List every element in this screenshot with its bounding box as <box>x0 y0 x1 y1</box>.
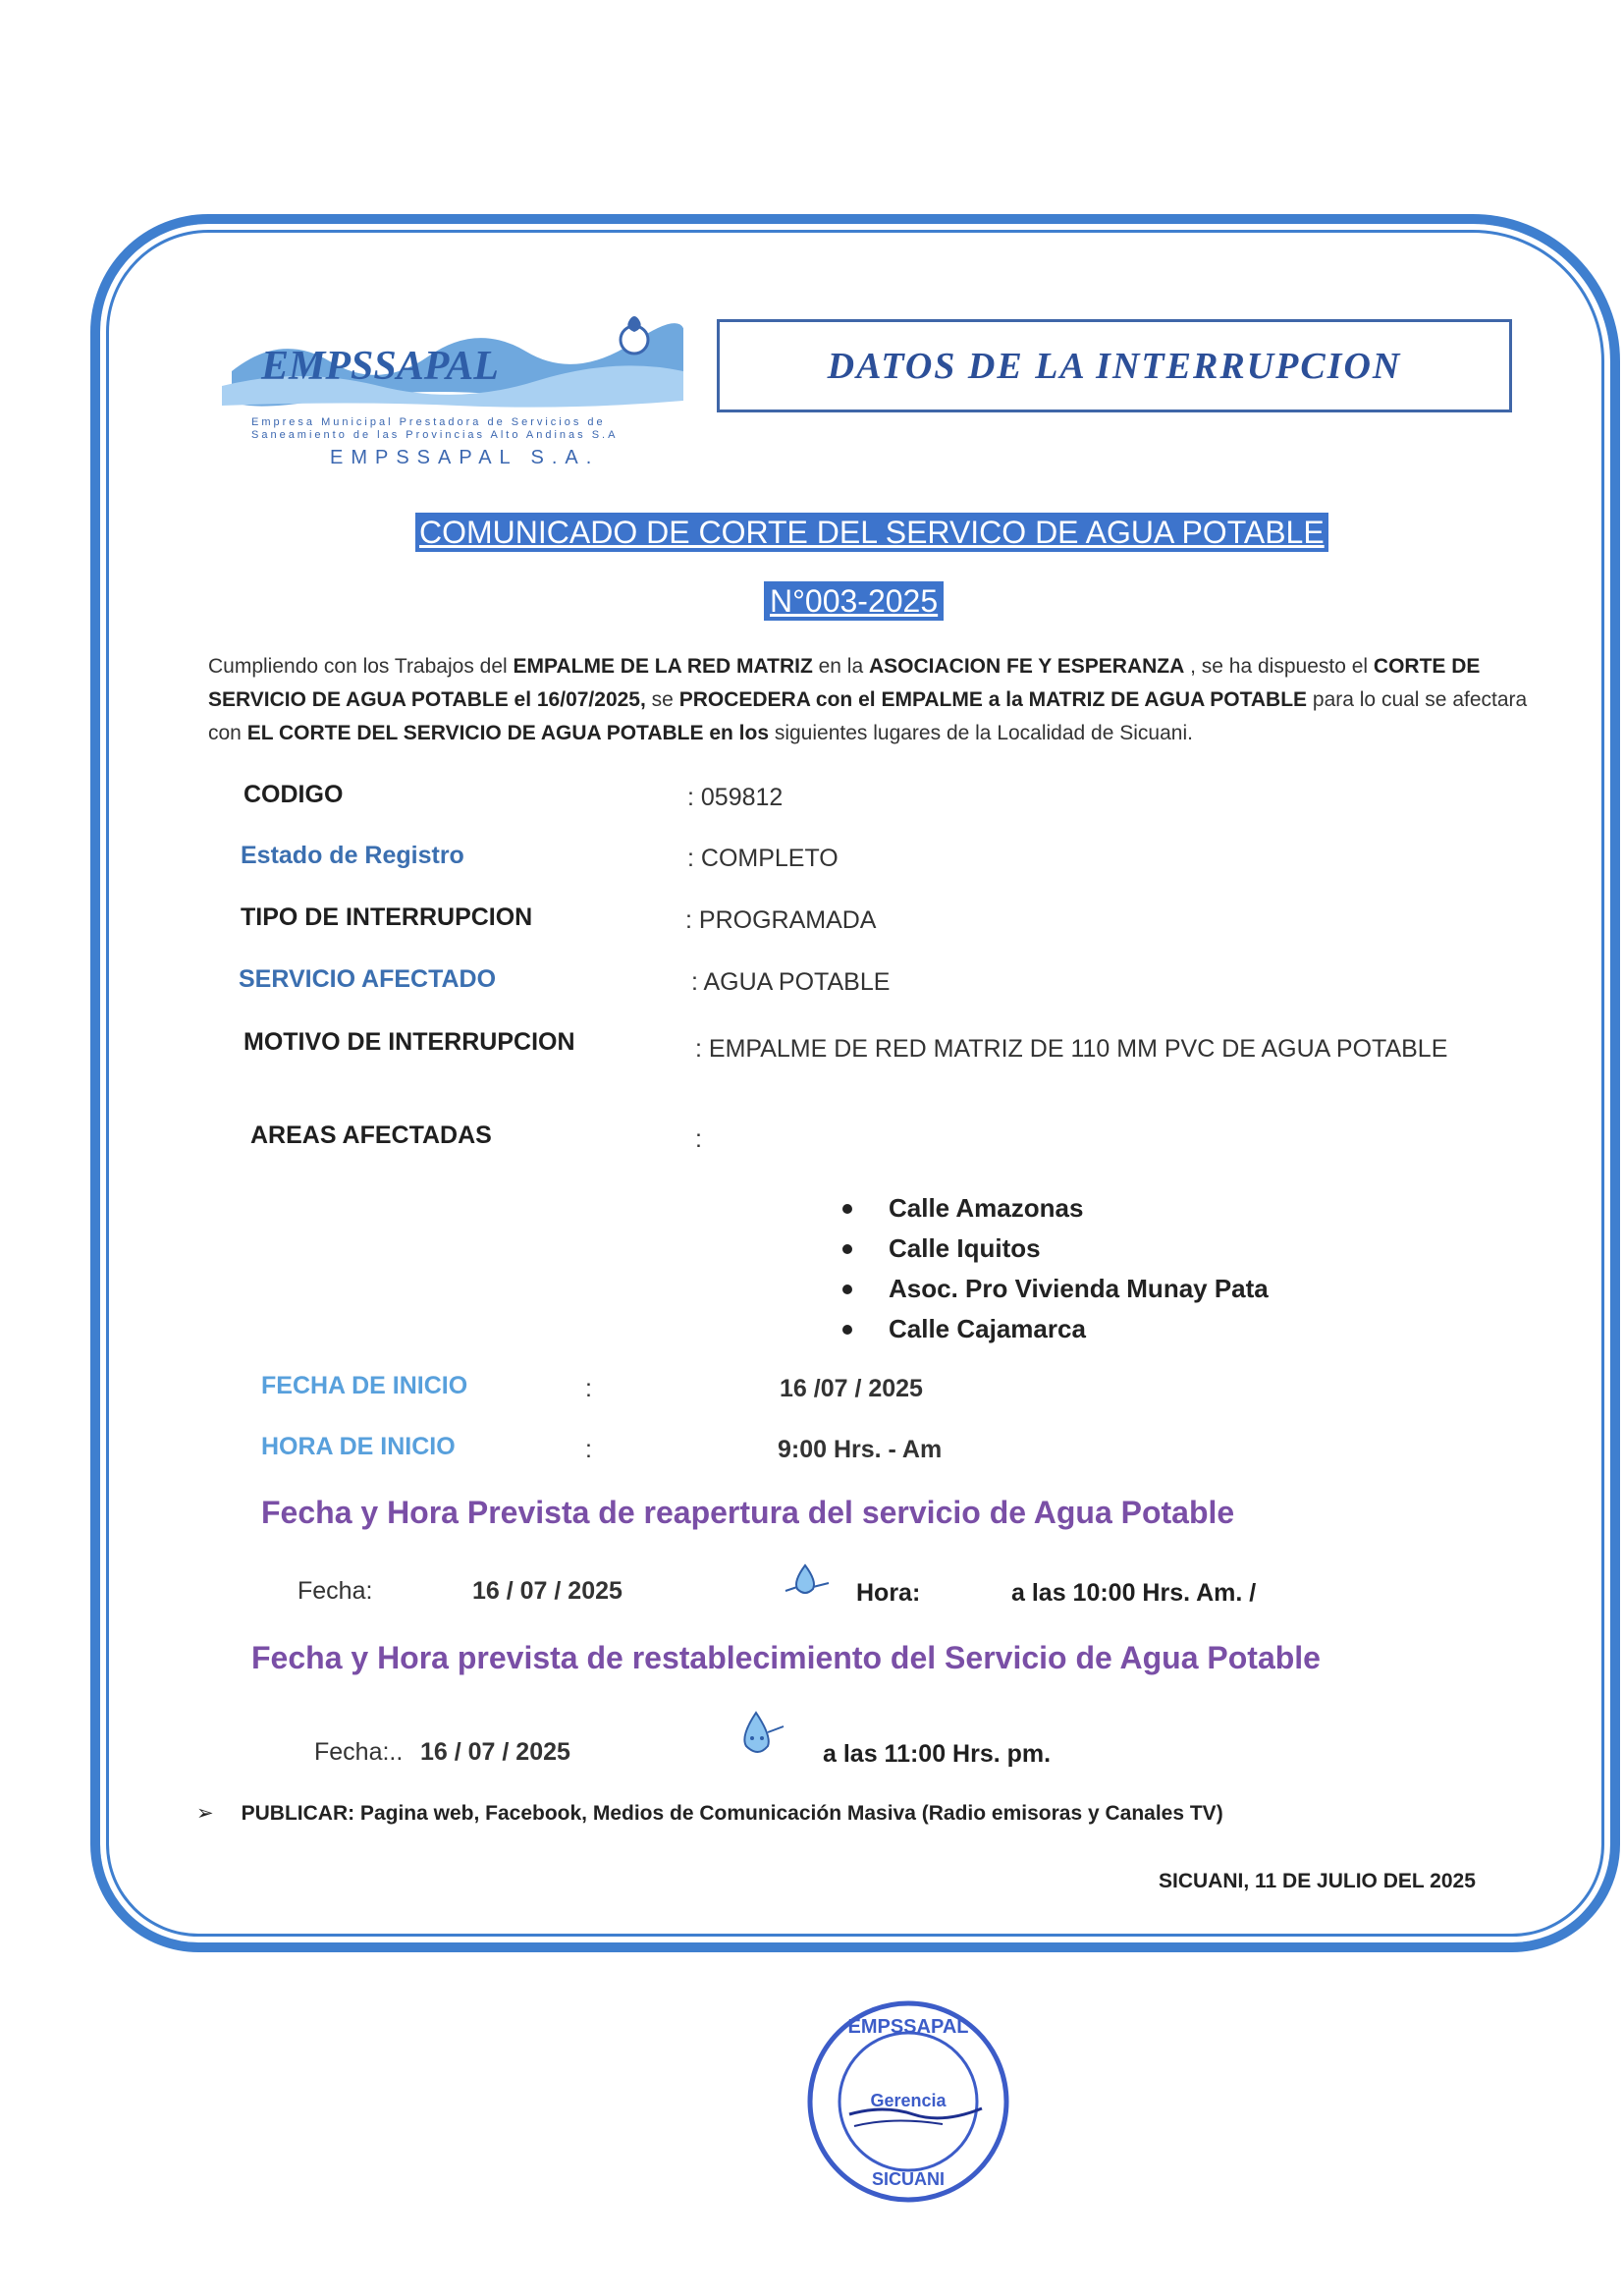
list-item: Calle Iquitos <box>835 1229 1269 1269</box>
logo-waves-icon <box>222 312 683 410</box>
codigo-label: CODIGO <box>244 781 344 808</box>
official-stamp <box>795 1989 1021 2214</box>
svg-text:SICUANI: SICUANI <box>871 2169 946 2189</box>
page-frame <box>90 214 1620 1952</box>
estado-value: : COMPLETO <box>687 845 839 872</box>
date-place: SICUANI, 11 DE JULIO DEL 2025 <box>1159 1870 1476 1892</box>
hora-inicio-label: HORA DE INICIO <box>261 1433 456 1460</box>
svg-text:Gerencia: Gerencia <box>870 2091 947 2110</box>
fecha-inicio-label: FECHA DE INICIO <box>261 1372 468 1399</box>
list-item: Calle Amazonas <box>835 1188 1269 1229</box>
restablecimiento-fecha-label: Fecha:.. <box>314 1738 404 1766</box>
reapertura-fecha-value: 16 / 07 / 2025 <box>472 1577 623 1605</box>
codigo-value: : 059812 <box>687 784 784 811</box>
fecha-inicio-value: 16 /07 / 2025 <box>780 1375 923 1402</box>
servicio-label: SERVICIO AFECTADO <box>239 965 497 993</box>
areas-label: AREAS AFECTADAS <box>250 1121 492 1149</box>
intro-paragraph: Cumpliendo con los Trabajos del EMPALME DE LA RED MATRIZ en la ASOCIACION FE Y ESPERANZA , se ha dispuesto el CORTE DE SERVICIO DE AGUA POTABLE el 16/07/2025, se PROCEDERA con el EMPALME a la MATRIZ DE AGUA POTABLE para lo cual se afectara con EL CORTE DEL SERVICIO DE AGUA POTABLE en los siguientes lugares de la Localidad de Sicuani. <box>208 655 1528 744</box>
communique-title: COMUNICADO DE CORTE DEL SERVICO DE AGUA POTABLE <box>415 513 1328 552</box>
restablecimiento-fecha-value: 16 / 07 / 2025 <box>420 1738 570 1766</box>
water-drop-icon <box>776 1561 835 1601</box>
arrow-icon: ➢ <box>196 1802 214 1825</box>
fecha-inicio-colon: : <box>585 1375 592 1402</box>
reapertura-hora-value: a las 10:00 Hrs. Am. / <box>1011 1579 1257 1607</box>
restablecimiento-title: Fecha y Hora prevista de restablecimiento del Servicio de Agua Potable <box>251 1640 1321 1675</box>
servicio-value: : AGUA POTABLE <box>691 968 891 996</box>
areas-list <box>835 1188 1269 1349</box>
list-item: Calle Cajamarca <box>835 1309 1269 1349</box>
header-title: DATOS DE LA INTERRUPCION <box>827 345 1402 387</box>
company-name: EMPSSAPAL S.A. <box>330 447 600 468</box>
company-logo <box>222 312 693 469</box>
header-title-box <box>717 319 1512 412</box>
tipo-value: : PROGRAMADA <box>685 906 877 934</box>
svg-text:EMPSSAPAL: EMPSSAPAL <box>261 344 499 389</box>
tipo-label: TIPO DE INTERRUPCION <box>241 903 533 931</box>
estado-label: Estado de Registro <box>241 842 464 869</box>
reapertura-hora-label: Hora: <box>856 1579 921 1607</box>
logo-subtitle: Empresa Municipal Prestadora de Servicios de Saneamiento de las Provincias Alto Andinas S.A <box>251 416 619 441</box>
water-drop-icon <box>729 1709 787 1764</box>
hora-inicio-value: 9:00 Hrs. - Am <box>778 1436 943 1463</box>
list-item: Asoc. Pro Vivienda Munay Pata <box>835 1269 1269 1309</box>
areas-colon: : <box>695 1125 702 1153</box>
reapertura-title: Fecha y Hora Prevista de reapertura del servicio de Agua Potable <box>261 1495 1235 1530</box>
reapertura-fecha-label: Fecha: <box>298 1577 373 1605</box>
hora-inicio-colon: : <box>585 1436 592 1463</box>
communique-number: N°003-2025 <box>764 581 944 621</box>
restablecimiento-hora-value: a las 11:00 Hrs. pm. <box>823 1740 1052 1768</box>
svg-text:EMPSSAPAL: EMPSSAPAL <box>847 2016 969 2038</box>
motivo-value: : EMPALME DE RED MATRIZ DE 110 MM PVC DE AGUA POTABLE <box>695 1035 1448 1063</box>
publicar-note: ➢ PUBLICAR: Pagina web, Facebook, Medios de Comunicación Masiva (Radio emisoras y Canales TV) <box>196 1802 1223 1825</box>
motivo-label: MOTIVO DE INTERRUPCION <box>244 1028 575 1056</box>
